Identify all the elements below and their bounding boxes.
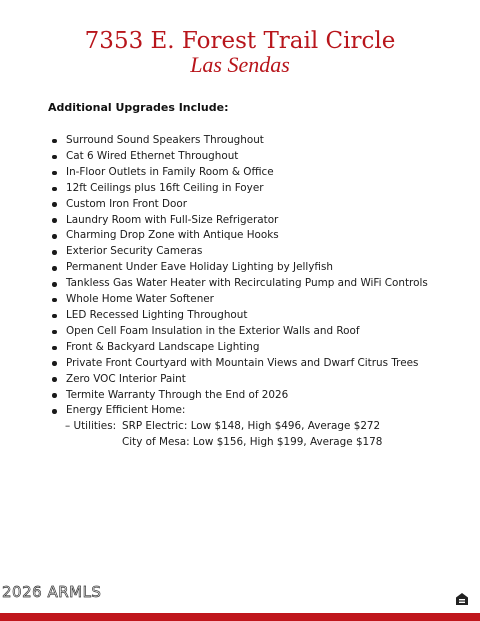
list-item (52, 181, 428, 197)
list-item (52, 228, 428, 244)
bullet-icon (52, 155, 57, 160)
list-item (52, 403, 428, 419)
equal-housing-opportunity-icon (455, 592, 469, 606)
upgrades-heading: Additional Upgrades Include: (48, 101, 229, 114)
list-item (52, 388, 428, 404)
list-item-text: Zero VOC Interior Paint (66, 372, 186, 385)
bullet-icon (52, 202, 57, 207)
list-item (52, 324, 428, 340)
bullet-icon (52, 314, 57, 319)
list-item-text: Energy Efficient Home: (66, 404, 186, 417)
list-item (52, 356, 428, 372)
bullet-icon (52, 139, 57, 144)
bullet-icon (52, 409, 57, 414)
property-address-title: 7353 E. Forest Trail Circle (84, 28, 396, 54)
list-item-text: Cat 6 Wired Ethernet Throughout (66, 149, 239, 162)
bullet-icon (52, 218, 57, 223)
list-item-text: In-Floor Outlets in Family Room & Office (66, 165, 274, 178)
bullet-icon (52, 234, 57, 239)
utility-line-srp: SRP Electric: Low $148, High $496, Average $272 (122, 420, 381, 432)
bullet-icon (52, 250, 57, 255)
copyright-notice: 2026 ARMLS (2, 583, 102, 601)
bullet-icon (52, 187, 57, 192)
upgrades-list (52, 133, 428, 419)
list-item-text: Whole Home Water Softener (66, 293, 214, 306)
bullet-icon (52, 393, 57, 398)
bullet-icon (52, 377, 57, 382)
list-item (52, 165, 428, 181)
list-item-text: Private Front Courtyard with Mountain Views and Dwarf Citrus Trees (66, 356, 419, 369)
list-item-text: Laundry Room with Full-Size Refrigerator (66, 213, 279, 226)
list-item-text: Surround Sound Speakers Throughout (66, 134, 264, 146)
list-item (52, 308, 428, 324)
list-item (52, 260, 428, 276)
bullet-icon (52, 361, 57, 366)
list-item-text: Front & Backyard Landscape Lighting (66, 340, 260, 353)
list-item-text: Exterior Security Cameras (66, 245, 203, 258)
list-item-text: Termite Warranty Through the End of 2026 (66, 388, 289, 401)
bullet-icon (52, 171, 57, 176)
list-item-text: Open Cell Foam Insulation in the Exterior Walls and Roof (66, 324, 360, 337)
community-subtitle: Las Sendas (190, 52, 290, 77)
list-item (52, 244, 428, 260)
list-item (52, 197, 428, 213)
utility-line-mesa: City of Mesa: Low $156, High $199, Average $178 (122, 435, 383, 448)
bullet-icon (52, 298, 57, 303)
list-item-text: 12ft Ceilings plus 16ft Ceiling in Foyer (66, 181, 264, 194)
list-item-text: LED Recessed Lighting Throughout (66, 308, 248, 321)
list-item (52, 372, 428, 388)
bullet-icon (52, 266, 57, 271)
list-item (52, 340, 428, 356)
list-item (52, 213, 428, 229)
utilities-label: – Utilities: (65, 420, 117, 432)
bullet-icon (52, 330, 57, 335)
footer-accent-bar (0, 613, 480, 621)
bullet-icon (52, 346, 57, 351)
list-item-text: Custom Iron Front Door (66, 197, 188, 210)
list-item-text: Permanent Under Eave Holiday Lighting by Jellyfish (66, 261, 333, 274)
list-item (52, 276, 428, 292)
list-item (52, 149, 428, 165)
list-item-text: Charming Drop Zone with Antique Hooks (66, 229, 279, 242)
list-item-text: Tankless Gas Water Heater with Recirculating Pump and WiFi Controls (66, 277, 428, 290)
list-item (52, 133, 428, 149)
bullet-icon (52, 282, 57, 287)
list-item (52, 292, 428, 308)
